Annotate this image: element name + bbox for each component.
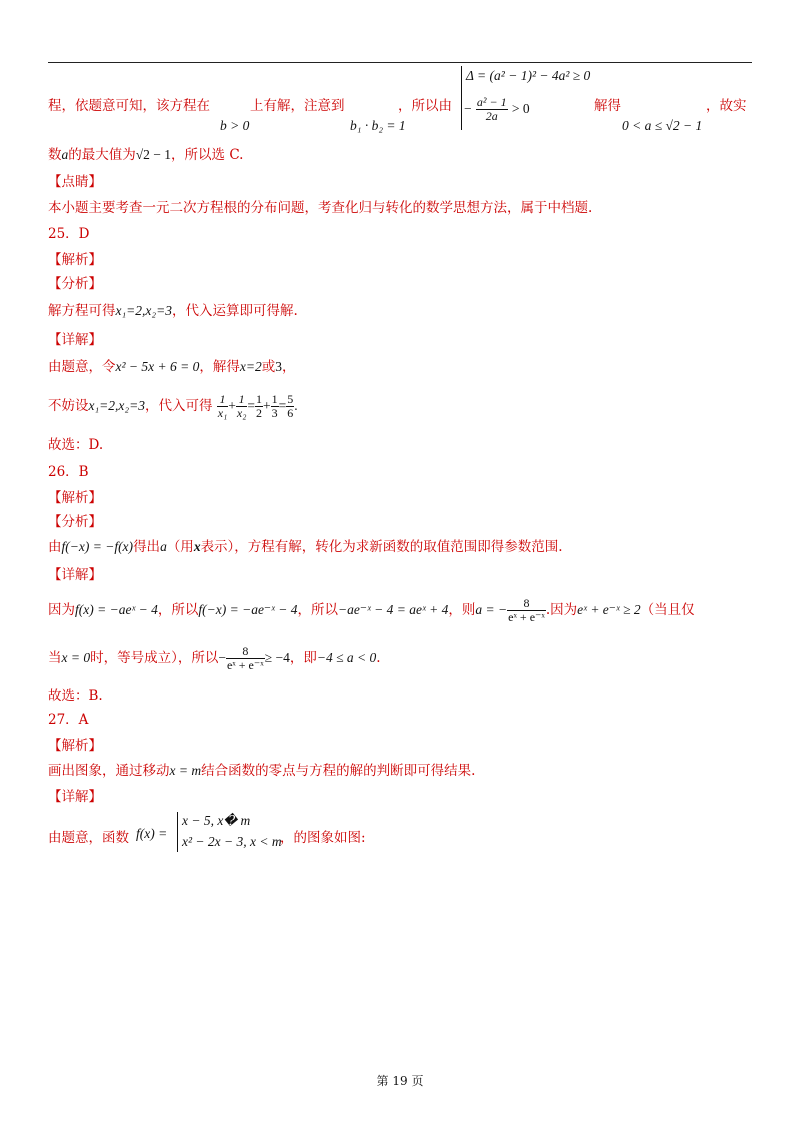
math: x = 0: [61, 650, 91, 665]
equals-sign: =: [247, 398, 256, 413]
text: 得出: [133, 539, 161, 555]
text: 的最大值为: [68, 147, 136, 163]
system-row-2: [464, 96, 530, 123]
math-b1b2: b₁ · b₂ = 1: [350, 118, 406, 133]
math-cond-b: b > 0: [220, 118, 250, 133]
text: 上有解，注意到: [250, 98, 345, 114]
fraction: [507, 597, 546, 624]
math-var: a: [160, 539, 167, 554]
fraction: [476, 96, 508, 123]
fraction: [217, 393, 229, 420]
conclusion: 故选：B.: [48, 688, 103, 704]
math: x₁=2,x₂=3: [115, 303, 172, 318]
text: 当: [48, 650, 62, 666]
text: ，解得: [199, 359, 240, 375]
piece-1: x − 5, x� m: [182, 813, 251, 828]
denominator: 2a: [485, 109, 498, 123]
heading-dianjing: 【点睛】: [48, 174, 102, 190]
fraction: [236, 393, 248, 420]
system-brace: [461, 66, 462, 130]
text: ，所以: [297, 602, 338, 618]
denominator: x₁: [217, 406, 228, 420]
math: x² − 5x + 6 = 0: [115, 359, 200, 374]
text: 结合函数的零点与方程的解的判断即可得结果.: [201, 763, 476, 779]
denominator: 3: [271, 406, 278, 420]
heading-xiangjie: 【详解】: [48, 567, 102, 583]
math: ≥ −4: [264, 650, 290, 665]
text: ，所以由: [398, 98, 452, 114]
text: ，代入运算即可得解.: [171, 303, 298, 319]
text: 或: [261, 359, 276, 375]
text: ，所以选 C.: [171, 147, 244, 163]
text: 因为: [48, 602, 75, 618]
text: 画出图象，通过移动: [48, 763, 170, 779]
plus-sign: +: [228, 398, 236, 413]
conclusion: 故选：D.: [48, 437, 104, 453]
piece-2: x² − 2x − 3, x < m: [182, 834, 282, 849]
heading-fenxi: 【分析】: [48, 514, 102, 530]
text: 程，依题意可知，该方程在: [48, 98, 210, 114]
question-27-title: 27．A: [48, 712, 89, 728]
text-line: [48, 596, 695, 624]
inequality: > 0: [511, 101, 530, 116]
minus-sign: −: [218, 650, 226, 665]
denominator: 6: [287, 406, 294, 420]
text: 由: [48, 539, 62, 555]
numerator: 1: [217, 393, 229, 407]
math: −ae⁻ˣ − 4 = aeˣ + 4: [337, 602, 449, 617]
numerator: 5: [287, 392, 294, 406]
fraction: [271, 393, 279, 420]
heading-jiexi: 【解析】: [48, 738, 102, 754]
text-line: [48, 94, 210, 114]
heading-fenxi: 【分析】: [48, 276, 102, 292]
heading-jiexi: 【解析】: [48, 490, 102, 506]
math-value: √2 − 1: [135, 147, 172, 162]
math: f(−x) = −f(x): [61, 539, 134, 554]
page-number: 第 19 页: [376, 1074, 424, 1088]
text: 时，等号成立），所以: [90, 650, 219, 666]
math: x = m: [169, 763, 202, 778]
question-25-title: 25．D: [48, 226, 90, 242]
text: 表示），方程有解，转化为求新函数的取值范围即得参数范围.: [200, 539, 563, 555]
math: x₁=2,x₂=3: [88, 398, 145, 413]
text: ，故实: [706, 98, 747, 114]
math: a = −: [475, 602, 508, 617]
text-line: [48, 538, 563, 556]
text: ，所以: [157, 602, 199, 618]
math: f(x) = −aeˣ − 4: [75, 602, 158, 617]
system-row-1: Δ = (a² − 1)² − 4a² ≥ 0: [466, 68, 591, 83]
math: −4 ≤ a < 0: [316, 650, 377, 665]
text: .: [376, 650, 381, 666]
text: （用: [166, 539, 194, 555]
text-line: [48, 644, 381, 672]
numerator: a² − 1: [476, 95, 507, 109]
numerator: 1: [236, 393, 248, 407]
text-line: [48, 302, 298, 320]
heading-xiangjie: 【详解】: [48, 789, 102, 805]
math: f(−x) = −ae⁻ˣ − 4: [198, 602, 298, 617]
text-line: [48, 392, 298, 420]
text: 解得: [594, 98, 621, 114]
equals-sign: =: [278, 398, 287, 413]
text: ，则: [448, 602, 476, 618]
text: 由题意，函数: [48, 830, 129, 846]
text-line: [48, 358, 295, 376]
text: 解方程可得: [48, 303, 116, 319]
text: ，的图象如图:: [280, 830, 366, 846]
math-var: a: [61, 147, 69, 162]
piecewise-brace: [177, 812, 178, 852]
math-result: 0 < a ≤ √2 − 1: [622, 118, 703, 133]
text: .因为: [545, 602, 578, 618]
text: ，: [281, 359, 296, 375]
denominator: x₂: [236, 406, 247, 420]
math-fx: f(x) =: [136, 826, 168, 841]
denominator: eˣ + e⁻ˣ: [226, 658, 264, 672]
math-var: x: [193, 539, 201, 554]
text: ，即: [289, 650, 317, 666]
text: ，代入可得: [144, 398, 213, 414]
text: 不妨设: [48, 398, 89, 414]
math: 3: [275, 359, 282, 374]
minus-sign: −: [464, 101, 472, 116]
heading-jiexi: 【解析】: [48, 252, 102, 268]
dianjing-text: 本小题主要考查一元二次方程根的分布问题，考查化归与转化的数学思想方法，属于中档题.: [48, 200, 593, 216]
denominator: eˣ + e⁻ˣ: [508, 610, 545, 624]
heading-xiangjie: 【详解】: [48, 332, 102, 348]
numerator: 8: [226, 645, 265, 659]
header-rule: [48, 62, 752, 63]
text-line: [48, 146, 243, 164]
math: eˣ + e⁻ˣ ≥ 2: [577, 602, 641, 617]
numerator: 1: [271, 392, 278, 406]
numerator: 8: [507, 597, 546, 611]
text: 由题意，令: [48, 359, 116, 375]
denominator: 2: [256, 406, 263, 420]
question-26-title: 26．B: [48, 464, 89, 480]
math: x=2: [239, 359, 262, 374]
fraction: [226, 645, 265, 672]
fraction: [255, 393, 263, 420]
numerator: 1: [256, 392, 263, 406]
text: 数: [48, 147, 62, 163]
text-line: [48, 762, 475, 780]
plus-sign: +: [263, 398, 271, 413]
text: （当且仅: [640, 602, 695, 618]
period: .: [294, 398, 298, 413]
